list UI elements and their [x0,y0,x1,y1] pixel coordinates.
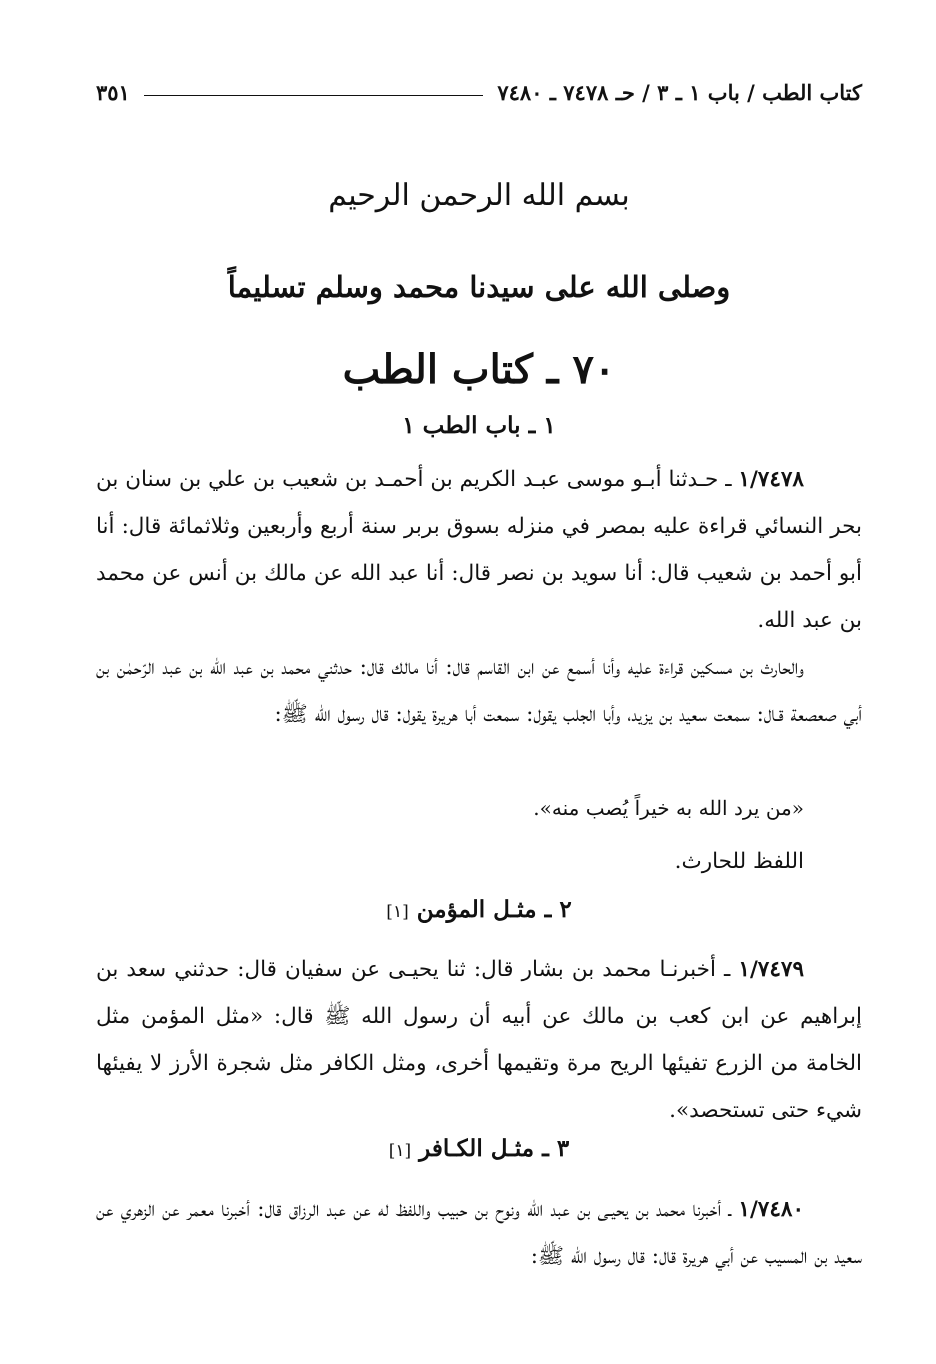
hadith-number-7478: ١/٧٤٧٨ [738,467,804,492]
salawat-line: وصلى الله على سيدنا محمد وسلم تسليماً [227,270,731,304]
hadith-number-7480: ١/٧٤٨٠ [738,1197,804,1222]
hadith-7478-note-text: اللفظ للحارث. [674,849,804,874]
running-head-title: كتاب الطب / باب ١ ـ ٣ / حـ ٧٤٧٨ ـ ٧٤٨٠ [497,79,862,105]
hadith-7480-text: ـ أخبرنا محمد بن يحيـى بن عبد الله ونوح بن حبيب واللفظ له عن عبد الرزاق قال: أخبرنا معمر عن الزهري عن سعيد بن المسيب عن أبي هريرة قال: قال رسول الله ﷺ: [96,1197,862,1269]
chapter-heading-1 [96,412,862,439]
hadith-7478-matn-text: «من يرد الله به خيراً يُصب منه». [533,796,804,820]
hadith-7479-text: ـ أخبرنـا محمد بن بشار قال: ثنا يحيـى عن سفيان قال: حدثني سعد بن إبراهيم عن ابن كعب بن مالك عن أبيه أن رسول الله ﷺ قال: «مثل المؤمن مثل الخامة من الزرع تفيئها الريح مرة وتقيمها أخرى، ومثل الكافر مثل شجرة الأرز لا يفيئها شيء حتى تستحصد». [96,957,862,1123]
hadith-7478-isnad [96,456,862,644]
hadith-7478-second-isnad [96,644,862,738]
hadith-7478-matn [96,785,862,832]
running-head [96,72,862,112]
page-number: ٣٥١ [96,79,130,105]
hadith-7479 [96,946,862,1134]
running-head-rule [144,95,484,96]
chapter-heading-3-text: ٣ ـ مثـل الكـافر [419,1135,570,1162]
chapter-heading-2-text: ٢ ـ مثـل المؤمن [416,896,572,923]
footnote-ref-chapter-2: [١] [386,902,409,922]
hadith-number-7479: ١/٧٤٧٩ [738,957,804,982]
book-title: ٧٠ ـ كتاب الطب [342,346,616,393]
hadith-7478-text1: ـ حـدثنا أبـو موسى عبـد الكريم بن أحمـد بن شعيب بن علي بن سنان بن بحر النسائي قراءة عليه بمصر في منزله بسوق بربر سنة أربع وأربعين وثلاثمائة قال: أنا أبو أحمد بن شعيب قال: أنا سويد بن نصر قال: أنا عبد الله عن مالك بن أنس عن محمد بن عبد الله. [96,467,862,633]
basmala: بسم الله الرحمن الرحيم [328,178,630,213]
hadith-7478-note [96,838,862,885]
chapter-heading-1-text: ١ ـ باب الطب ١ [402,412,556,439]
hadith-7480 [96,1186,862,1280]
footnote-ref-chapter-3: [١] [388,1141,412,1161]
chapter-heading-3 [96,1135,862,1162]
hadith-7478-text2: والحارث بن مسكين قراءة عليه وأنا أسمع عن ابن القاسم قال: أنا مالك قال: حدثني محمد بن عبد الله بن عبد الرّحمٰن بن أبي صعصعة قـال: سمعت سعيد بن يزيد، وأبا الجلب يقول: سمعت أبا هريرة يقول: قال رسول الله ﷺ: [96,655,862,727]
chapter-heading-2 [96,896,862,923]
